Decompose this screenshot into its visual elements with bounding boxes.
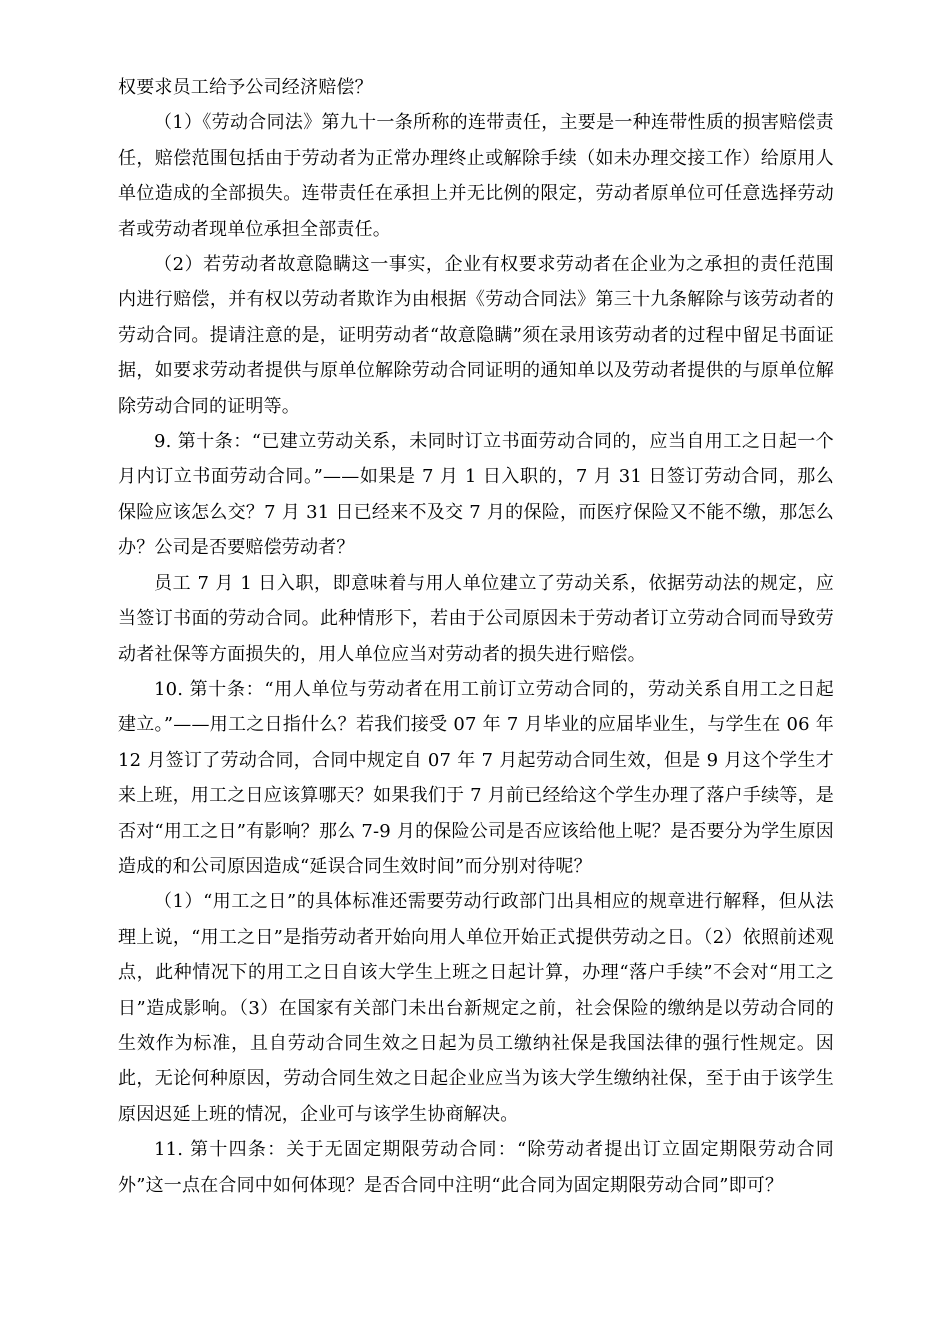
paragraph-question-11: 11. 第十四条：关于无固定期限劳动合同：“除劳动者提出订立固定期限劳动合同外”这一点在合同中如何体现？是否合同中注明“此合同为固定期限劳动合同”即可？ — [118, 1139, 834, 1196]
paragraph-answer-9: 员工 7 月 1 日入职，即意味着与用人单位建立了劳动关系，依据劳动法的规定，应当签订书面的劳动合同。此种情形下，若由于公司原因未于劳动者订立劳动合同而导致劳动者社保等方面损失的，用人单位应当对劳动者的损失进行赔偿。 — [118, 572, 834, 665]
paragraph-liability-explanation: （1）《劳动合同法》第九十一条所称的连带责任，主要是一种连带性质的损害赔偿责任，赔偿范围包括由于劳动者为正常办理终止或解除手续（如未办理交接工作）给原用人单位造成的全部损失。连带责任在承担上并无比例的限定，劳动者原单位可任意选择劳动者或劳动者现单位承担全部责任。 — [118, 112, 834, 240]
paragraph-continuation: 权要求员工给予公司经济赔偿？ — [118, 77, 373, 98]
paragraph-concealment: （2）若劳动者故意隐瞒这一事实，企业有权要求劳动者在企业为之承担的责任范围内进行赔偿，并有权以劳动者欺诈为由根据《劳动合同法》第三十九条解除与该劳动者的劳动合同。提请注意的是，证明劳动者“故意隐瞒”须在录用该劳动者的过程中留足书面证据，如要求劳动者提供与原单位解除劳动合同证明的通知单以及劳动者提供的与原单位解除劳动合同的证明等。 — [118, 254, 834, 417]
paragraph-answer-10: （1）“用工之日”的具体标准还需要劳动行政部门出具相应的规章进行解释，但从法理上说，“用工之日”是指劳动者开始向用人单位开始正式提供劳动之日。（2）依照前述观点，此种情况下的用工之日自该大学生上班之日起计算，办理“落户手续”不会对“用工之日”造成影响。（3）在国家有关部门未出台新规定之前，社会保险的缴纳是以劳动合同的生效作为标准，且自劳动合同生效之日起为员工缴纳社保是我国法律的强行性规定。因此，无论何种原因，劳动合同生效之日起企业应当为该大学生缴纳社保，至于由于该学生原因迟延上班的情况，企业可与该学生协商解决。 — [118, 891, 834, 1125]
document-page — [118, 70, 834, 1203]
paragraph-question-9: 9. 第十条：“已建立劳动关系，未同时订立书面劳动合同的，应当自用工之日起一个月内订立书面劳动合同。”——如果是 7 月 1 日入职的，7 月 31 日签订劳动合同，那么保险应该怎么交？7 月 31 日已经来不及交 7 月的保险，而医疗保险又不能不缴，那怎么办？公司是否要赔偿劳动者？ — [118, 431, 834, 559]
paragraph-question-10: 10. 第十条：“用人单位与劳动者在用工前订立劳动合同的，劳动关系自用工之日起建立。”——用工之日指什么？若我们接受 07 年 7 月毕业的应届毕业生，与学生在 06 年 12 月签订了劳动合同，合同中规定自 07 年 7 月起劳动合同生效，但是 9 月这个学生才来上班，用工之日应该算哪天？如果我们于 7 月前已经给这个学生办理了落户手续等，是否对“用工之日”有影响？那么 7-9 月的保险公司是否应该给他上呢？是否要分为学生原因造成的和公司原因造成“延误合同生效时间”而分别对待呢？ — [118, 678, 834, 877]
